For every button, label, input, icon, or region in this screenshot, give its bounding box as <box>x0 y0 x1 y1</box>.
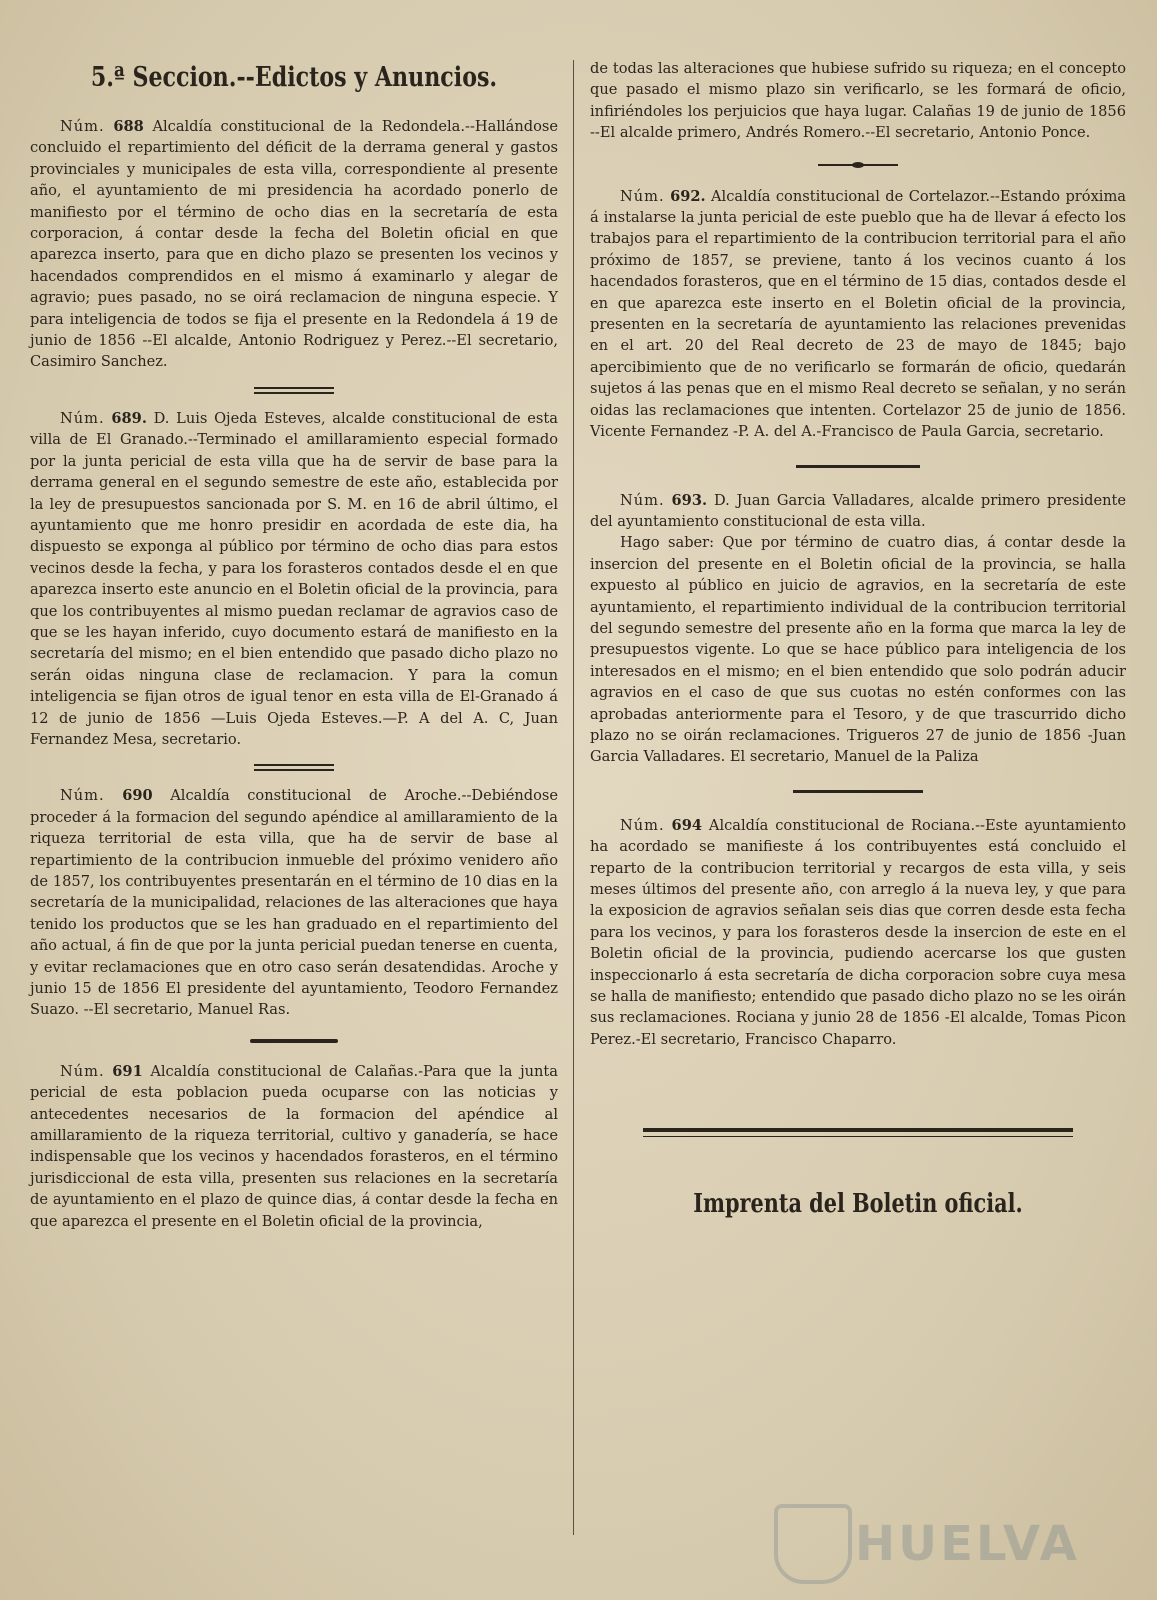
notice-text: Alcaldía constitucional de Cortelazor.--Estando próxima á instalarse la junta pericial de este pueblo que ha de llevar á efecto los trabajos para el repartimiento de la contribucion territorial para el año próximo de 1857, se previene, tanto á los vecinos cuanto á los hacendados forasteros, que en el término de 15 dias, contados desde el en que aparezca este inserto en el Boletin oficial de la provincia, presenten en la secretaría de ayuntamiento las relaciones prevenidas en el art. 20 del Real decreto de 23 de mayo de 1845; bajo apercibimiento que de no verificarlo se formarán de oficio, quedarán sujetos á las penas que en el mismo Real decreto se señalan, y no serán oidas las reclamaciones que intenten. Cortelazor 25 de junio de 1856. Vicente Fernandez -P. A. del A.-Francisco de Paula Garcia, secretario. <box>590 187 1127 441</box>
notice-number-label: Núm. <box>620 187 665 205</box>
notice-number: 693. <box>671 491 708 509</box>
notice-text: D. Juan Garcia Valladares, alcalde primero presidente del ayuntamiento constitucional de esta villa. <box>590 491 1127 530</box>
notice-692 <box>590 186 1126 443</box>
notice-number: 694 <box>671 816 703 834</box>
notice-number: 689. <box>111 409 147 427</box>
notice-690 <box>30 785 558 1020</box>
separator <box>796 465 920 468</box>
separator <box>254 764 334 771</box>
right-column <box>590 58 1126 1219</box>
left-column <box>30 58 558 1232</box>
notice-number-label: Núm. <box>60 787 105 805</box>
notice-number-label: Núm. <box>60 1062 105 1080</box>
column-divider <box>573 60 574 1535</box>
notice-number-label: Núm. <box>620 491 665 509</box>
separator <box>793 790 923 793</box>
notice-number-label: Núm. <box>60 409 105 427</box>
notice-text: Alcaldía constitucional de Rociana.--Este ayuntamiento ha acordado se manifieste á los contribuyentes está concluido el reparto de la contribucion territorial y recargos de esta villa, y seis meses últimos del presente año, con arreglo á la nueva ley, y que para la exposicion de agravios señalan seis dias que corren desde esta fecha para los vecinos, y para los forasteros desde la insercion de este en el Boletin oficial de la provincia, pudiendo acercarse los que gusten inspeccionarlo á esta secretaría de dicha corporacion sobre cuya mesa se halla de manifiesto; entendido que pasado dicho plazo no se les oirán sus reclamaciones. Rociana y junio 28 de 1856 -El alcalde, Tomas Picon Perez.-El secretario, Francisco Chaparro. <box>590 816 1126 1048</box>
notice-691 <box>30 1061 558 1232</box>
shield-icon <box>774 1504 852 1584</box>
notice-number: 690 <box>122 787 153 805</box>
notice-691-continued: de todas las alteraciones que hubiese sufrido su riqueza; en el concepto que pasado el mismo plazo sin verificarlo, se les formará de oficio, infiriéndoles los perjuicios que haya lugar. Calañas 19 de junio de 1856 --El alcalde primero, Andrés Romero.--El secretario, Antonio Ponce. <box>590 60 1126 142</box>
separator <box>818 162 898 168</box>
notice-number: 688 <box>113 118 144 135</box>
notice-number-label: Núm. <box>60 118 105 135</box>
notice-text: Alcaldía constitucional de la Redondela.--Hallándose concluido el repartimiento del déficit de la derrama general y gastos provinciales y municipales de esta villa, correspondiente al presente año, el ayuntamiento de mi presidencia ha acordado ponerlo de manifiesto por el término de ocho dias en la secretaría de esta corporacion, á contar desde la fecha del Boletin oficial en que aparezca inserto, para que en dicho plazo se presenten los vecinos y hacendados comprendidos en el mismo á examinarlo y alegar de agravio; pues pasado, no se oirá reclamacion de ninguna especie. Y para inteligencia de todos se fija el presente en la Redondela á 19 de junio de 1856 --El alcalde, Antonio Rodriguez y Perez.--El secretario, Casimiro Sanchez. <box>30 118 559 371</box>
notice-number: 691 <box>112 1062 143 1080</box>
printer-imprint: Imprenta del Boletin oficial. <box>693 1189 1023 1220</box>
section-title: 5.ª Seccion.--Edictos y Anuncios. <box>90 62 498 93</box>
closing-rule <box>643 1128 1073 1137</box>
notice-693 <box>590 490 1126 533</box>
archive-watermark-logo <box>760 1500 1080 1580</box>
watermark-text: HUELVA <box>855 1516 1080 1572</box>
notice-689 <box>30 408 558 751</box>
notice-693-body: Hago saber: Que por término de cuatro dias, á contar desde la insercion del presente en el Boletin oficial de la provincia, se halla expuesto al público en juicio de agravios, en la secretaría de este ayuntamiento, el repartimiento individual de la contribucion territorial del segundo semestre del presente año en la forma que marca la ley de presupuestos vigente. Lo que se hace público para inteligencia de los interesados en el mismo; en el bien entendido que solo podrán aducir agravios en el caso de que sus cuotas no estén conformes con las aprobadas anteriormente para el Tesoro, y de que trascurrido dicho plazo no se oirán reclamaciones. Trigueros 27 de junio de 1856 -Juan Garcia Valladares. El secretario, Manuel de la Paliza <box>590 534 1126 766</box>
separator <box>254 387 334 394</box>
notice-text: Alcaldía constitucional de Aroche.--Debiéndose proceder á la formacion del segundo apéndice al amillaramiento de la riqueza territorial de esta villa, que ha de servir de base al repartimiento de la contribucion inmueble del próximo venidero año de 1857, los contribuyentes presentarán en el término de 10 dias en la secretaría de la municipalidad, relaciones de las alteraciones que haya tenido los productos que se les han graduado en el repartimiento del año actual, á fin de que por la junta pericial puedan tenerse en cuenta, y evitar reclamaciones que en otro caso serán desatendidas. Aroche y junio 15 de 1856 El presidente del ayuntamiento, Teodoro Fernandez Suazo. --El secretario, Manuel Ras. <box>30 787 559 1019</box>
notice-number-label: Núm. <box>620 816 665 834</box>
notice-text: D. Luis Ojeda Esteves, alcalde constitucional de esta villa de El Granado.--Terminado el amillaramiento especial formado por la junta pericial de esta villa que ha de servir de base para la derrama general en el segundo semestre de este año, establecida por la ley de presupuestos sancionada por S. M. en 16 de abril último, el ayuntamiento que me honro presidir en acordada de este dia, ha dispuesto se exponga al público por término de ocho dias para estos vecinos desde la fecha, y para los forasteros contados desde el en que aparezca inserto este anuncio en el Boletin oficial de la provincia, para que los contribuyentes al mismo puedan reclamar de agravios caso de que se les hayan inferido, cuyo documento estará de manifiesto en la secretaría del mismo; en el bien entendido que pasado dicho plazo no serán oidas ninguna clase de reclamacion. Y para la comun inteligencia se fijan otros de igual tenor en esta villa de El-Granado á 12 de junio de 1856 —Luis Ojeda Esteves.—P. A del A. C, Juan Fernandez Mesa, secretario. <box>30 409 558 748</box>
notice-694 <box>590 815 1126 1050</box>
separator <box>250 1039 338 1043</box>
notice-688 <box>30 116 558 373</box>
notice-text: Alcaldía constitucional de Calañas.-Para que la junta pericial de esta poblacion pueda ocuparse con las noticias y antecedentes necesarios de la formacion del apéndice al amillaramiento de la riqueza territorial, cultivo y ganadería, se hace indispensable que los vecinos y hacendados forasteros, en el término jurisdiccional de esta villa, presenten sus relaciones en la secretaría de ayuntamiento en el plazo de quince dias, á contar desde la fecha en que aparezca el presente en el Boletin oficial de la provincia, <box>30 1062 558 1230</box>
notice-number: 692. <box>670 187 706 205</box>
